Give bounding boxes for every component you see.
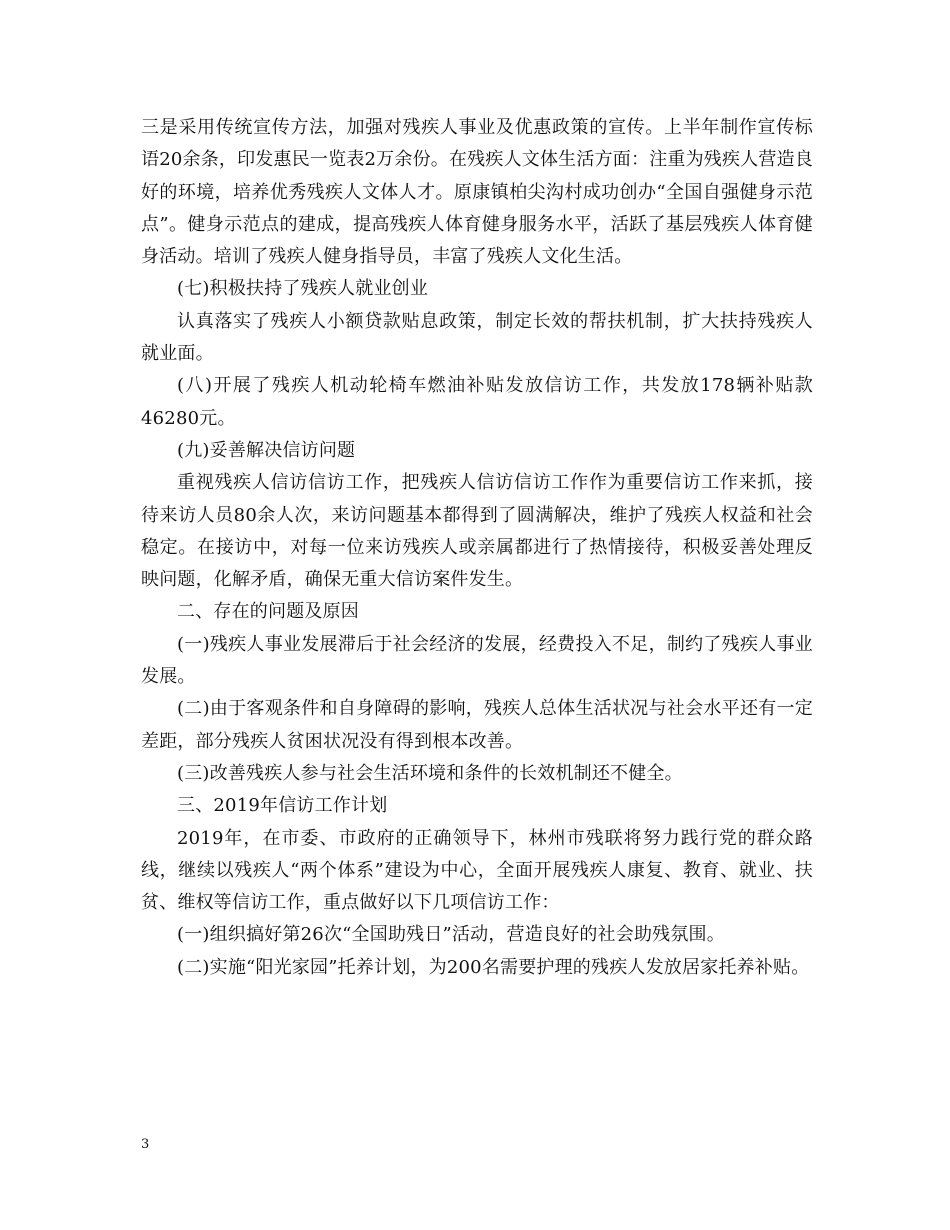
section-heading-problems: 二、存在的问题及原因 <box>177 601 359 623</box>
plan-item-1: (一)组织搞好第26次“全国助残日”活动，营造良好的社会助残氛围。 <box>177 924 725 946</box>
problem-item-2: (二)由于客观条件和自身障碍的影响，残疾人总体生活状况与社会水平还有一定差距，部分残疾人贫困状况没有得到根本改善。 <box>141 698 813 752</box>
paragraph-loan-policy: 认真落实了残疾人小额贷款贴息政策，制定长效的帮扶机制，扩大扶持残疾人就业面。 <box>141 310 813 365</box>
paragraph-petition-work: 重视残疾人信访信访工作，把残疾人信访信访工作作为重要信访工作来抓，接待来访人员80余人次，来访问题基本都得到了圆满解决，维护了残疾人权益和社会稳定。在接访中，对每一位来访残疾人或亲属都进行了热情接待，积极妥善处理反映问题，化解矛盾，确保无重大信访案件发生。 <box>141 472 813 591</box>
paragraph-cultural-publicity: 三是采用传统宣传方法，加强对残疾人事业及优惠政策的宣传。上半年制作宣传标语20余条，印发惠民一览表2万余份。在残疾人文体生活方面：注重为残疾人营造良好的环境，培养优秀残疾人文体人才。原康镇柏尖沟村成功创办“全国自强健身示范点”。健身示范点的建成，提高残疾人体育健身服务水平，活跃了基层残疾人体育健身活动。培训了残疾人健身指导员，丰富了残疾人文化生活。 <box>141 117 813 268</box>
problem-item-1: (一)残疾人事业发展滞后于社会经济的发展，经费投入不足，制约了残疾人事业发展。 <box>141 633 813 688</box>
page-number: 3 <box>141 1137 150 1152</box>
plan-item-2: (二)实施“阳光家园”托养计划，为200名需要护理的残疾人发放居家托养补贴。 <box>177 956 810 978</box>
section-heading-2019-plan: 三、2019年信访工作计划 <box>177 795 388 817</box>
paragraph-wheelchair-subsidy: (八)开展了残疾人机动轮椅车燃油补贴发放信访工作，共发放178辆补贴款46280元。 <box>141 375 813 429</box>
heading-employment-support: (七)积极扶持了残疾人就业创业 <box>177 278 429 300</box>
document-body <box>141 112 813 984</box>
problem-item-3: (三)改善残疾人参与社会生活环境和条件的长效机制还不健全。 <box>177 762 683 784</box>
paragraph-2019-plan-intro: 2019年，在市委、市政府的正确领导下，林州市残联将努力践行党的群众路线，继续以残疾人“两个体系”建设为中心，全面开展残疾人康复、教育、就业、扶贫、维权等信访工作，重点做好以下几项信访工作： <box>141 827 813 914</box>
heading-petition-issues: (九)妥善解决信访问题 <box>177 439 356 461</box>
